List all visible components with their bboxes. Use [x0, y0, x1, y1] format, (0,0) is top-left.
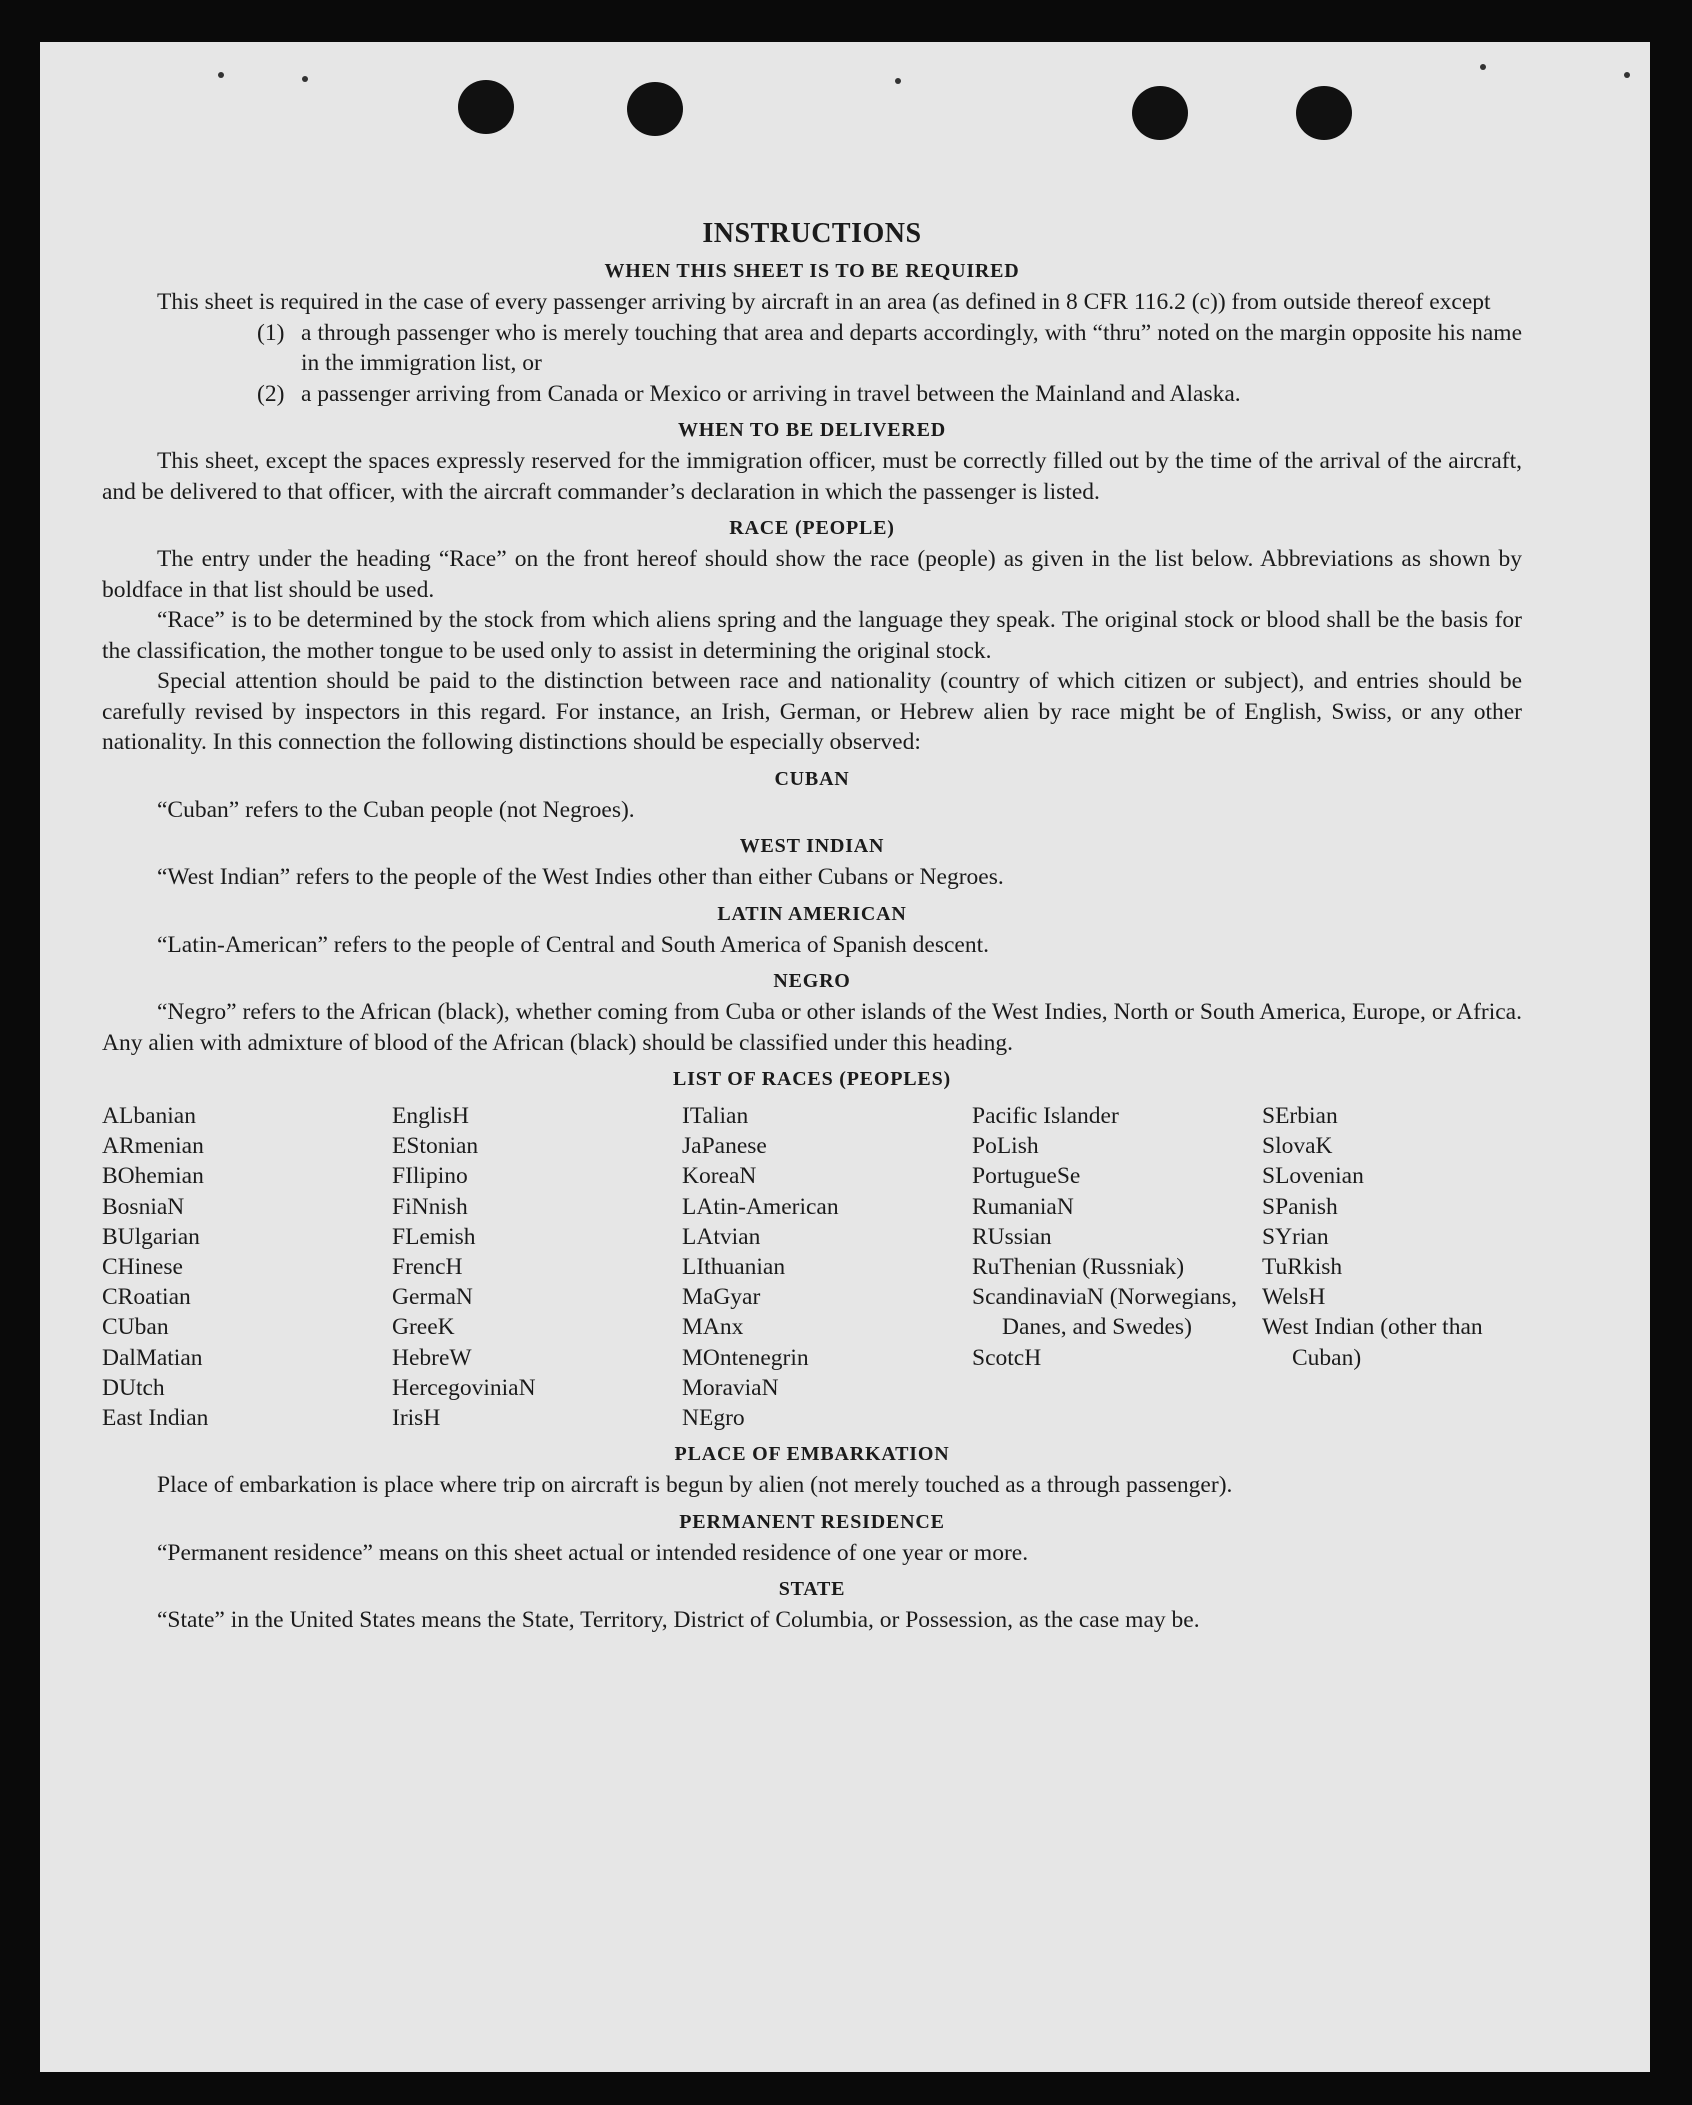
punch-hole [627, 82, 683, 136]
cuban-text: “Cuban” refers to the Cuban people (not Negroes). [157, 796, 635, 823]
race-column [972, 1101, 1262, 1433]
race-entry: SlovaK [1262, 1133, 1333, 1160]
race-entry: SPanish [1262, 1193, 1338, 1220]
race-entry: Pacific Islander [972, 1103, 1119, 1129]
race-entry: IrisH [392, 1405, 441, 1432]
exception-number: (1) [257, 319, 285, 346]
race-entry: MaGyar [682, 1284, 761, 1311]
race-entry: East Indian [102, 1405, 209, 1432]
race-entry: KoreaN [682, 1163, 757, 1190]
race-entry: DUtch [102, 1374, 165, 1401]
when-required-intro: This sheet is required in the case of every passenger arriving by aircraft in an area (as defined in 8 CFR 116.2 (c)) from outside thereof except [157, 289, 1491, 315]
race-entry: PoLish [972, 1133, 1039, 1160]
race-entry: MAnx [682, 1314, 744, 1341]
race-entry: FLemish [392, 1223, 476, 1250]
state-text: “State” in the United States means the State, Territory, District of Columbia, or Possession, as the case may be. [157, 1607, 1200, 1634]
document-sheet [40, 42, 1650, 2072]
exception-text: a through passenger who is merely touching that area and departs accordingly, with “thru” noted on the margin opposite his name in the immigration list, or [301, 319, 1522, 376]
race-entry: CRoatian [102, 1284, 191, 1311]
race-entry: GermaN [392, 1284, 473, 1311]
exception-item [102, 379, 1522, 410]
race-paragraph: Special attention should be paid to the distinction between race and nationality (country of which citizen or subject), and entries should be carefully revised by inspectors in this regard. For instance, an Irish, German, or Hebrew alien by race might be of English, Swiss, or any other nationality. In this connection the following distinctions should be especially observed: [102, 668, 1522, 755]
race-entry: West Indian (other than Cuban) [1262, 1314, 1483, 1371]
section-heading-when-required: WHEN THIS SHEET IS TO BE REQUIRED [604, 260, 1020, 282]
paper-speck [895, 78, 901, 84]
races-list [102, 1101, 1522, 1433]
race-entry: ALbanian [102, 1103, 196, 1129]
race-column [392, 1101, 682, 1433]
exception-number: (2) [257, 380, 285, 407]
race-entry: ScotcH [972, 1344, 1042, 1371]
race-entry: CHinese [102, 1254, 183, 1281]
section-heading-when-delivered: WHEN TO BE DELIVERED [677, 419, 947, 441]
latin-american-text: “Latin-American” refers to the people of Central and South America of Spanish descent. [157, 931, 990, 958]
race-entry: SLovenian [1262, 1163, 1364, 1190]
section-heading-negro: NEGRO [773, 970, 851, 992]
race-entry: TuRkish [1262, 1254, 1343, 1281]
exception-text: a passenger arriving from Canada or Mexico or arriving in travel between the Mainland and Alaska. [301, 380, 1241, 407]
race-entry: WelsH [1262, 1284, 1326, 1311]
race-entry: BOhemian [102, 1163, 204, 1190]
race-entry: MoraviaN [682, 1374, 779, 1401]
punch-hole [458, 80, 514, 134]
when-delivered-text: This sheet, except the spaces expressly reserved for the immigration officer, must be correctly filled out by the time of the arrival of the aircraft, and be delivered to that officer, with the aircraft commander’s declaration in which the passenger is listed. [102, 448, 1522, 505]
race-entry: BosniaN [102, 1193, 185, 1220]
embarkation-text: Place of embarkation is place where trip on aircraft is begun by alien (not merely touched as a through passenger). [157, 1472, 1233, 1499]
punch-hole [1132, 86, 1188, 140]
paper-speck [1624, 72, 1630, 78]
race-entry: JaPanese [682, 1133, 767, 1160]
section-heading-race: RACE (PEOPLE) [729, 517, 895, 539]
race-entry: MOntenegrin [682, 1344, 809, 1371]
race-entry: LAtvian [682, 1223, 761, 1250]
west-indian-text: “West Indian” refers to the people of the West Indies other than either Cubans or Negroes. [157, 864, 1004, 890]
residence-text: “Permanent residence” means on this sheet actual or intended residence of one year or more. [157, 1539, 1029, 1566]
race-entry: BUlgarian [102, 1223, 200, 1250]
race-column [102, 1101, 392, 1433]
race-column [1262, 1101, 1512, 1433]
race-entry: SYrian [1262, 1223, 1329, 1250]
section-heading-embarkation: PLACE OF EMBARKATION [674, 1443, 950, 1466]
exception-item [102, 318, 1522, 379]
race-entry: FrencH [392, 1254, 463, 1281]
race-entry: PortugueSe [972, 1163, 1081, 1190]
race-entry: NEgro [682, 1405, 745, 1432]
race-column [682, 1101, 972, 1433]
negro-text: “Negro” refers to the African (black), whether coming from Cuba or other islands of the West Indies, North or South America, Europe, or Africa. Any alien with admixture of blood of the African (black) should be classified under this heading. [102, 999, 1522, 1056]
instructions-content [102, 172, 1522, 1636]
punch-hole [1296, 86, 1352, 140]
race-entry: ScandinaviaN (Norwegians, Danes, and Swedes) [972, 1284, 1237, 1341]
race-entry: RUssian [972, 1223, 1052, 1250]
race-paragraph: “Race” is to be determined by the stock from which aliens spring and the language they speak. The original stock or blood shall be the basis for the classification, the mother tongue to be used only to assist in determining the original stock. [102, 607, 1522, 664]
section-heading-west-indian: WEST INDIAN [739, 835, 885, 857]
race-paragraph: The entry under the heading “Race” on the front hereof should show the race (people) as given in the list below. Abbreviations as shown by boldface in that list should be used. [102, 546, 1522, 603]
race-entry: FiNnish [392, 1193, 468, 1220]
race-entry: GreeK [392, 1314, 455, 1341]
paper-speck [302, 76, 308, 82]
section-heading-cuban: CUBAN [774, 767, 850, 790]
page-title: INSTRUCTIONS [702, 218, 922, 249]
section-heading-latin-american: LATIN AMERICAN [717, 902, 907, 925]
race-entry: RumaniaN [972, 1193, 1074, 1220]
race-entry: FIlipino [392, 1163, 468, 1190]
race-entry: HebreW [392, 1344, 472, 1371]
race-entry: SErbian [1262, 1103, 1338, 1129]
race-entry: EStonian [392, 1133, 479, 1160]
section-heading-residence: PERMANENT RESIDENCE [679, 1510, 945, 1533]
race-entry: LAtin-American [682, 1193, 839, 1220]
race-entry: HercegoviniaN [392, 1374, 536, 1401]
race-entry: LIthuanian [682, 1254, 786, 1281]
section-heading-list-of-races: LIST OF RACES (PEOPLES) [673, 1068, 951, 1090]
paper-speck [1480, 64, 1486, 70]
race-entry: EnglisH [392, 1103, 470, 1129]
paper-speck [218, 72, 224, 78]
race-entry: ITalian [682, 1103, 749, 1129]
section-heading-state: STATE [778, 1578, 846, 1601]
race-entry: DalMatian [102, 1344, 203, 1371]
race-entry: RuThenian (Russniak) [972, 1254, 1185, 1281]
race-entry: CUban [102, 1314, 169, 1341]
race-entry: ARmenian [102, 1133, 204, 1160]
